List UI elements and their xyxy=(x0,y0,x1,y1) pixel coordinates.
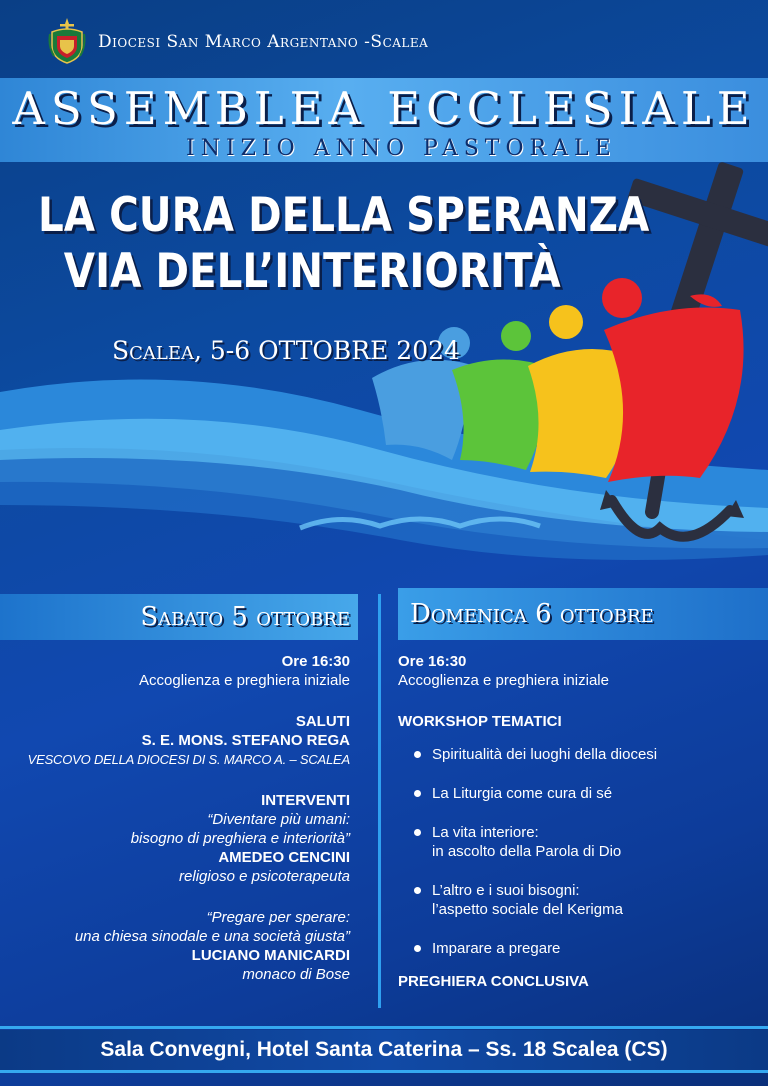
talk2-speaker-role: monaco di Bose xyxy=(242,966,350,983)
list-item xyxy=(398,745,748,764)
workshop-line: Imparare a pregare xyxy=(432,940,561,957)
workshop-line: L’altro e i suoi bisogni: xyxy=(432,882,580,899)
diocese-name: Diocesi San Marco Argentano -Scalea xyxy=(98,32,429,52)
workshop-line: La vita interiore: xyxy=(432,824,539,841)
workshops-label: WORKSHOP TEMATICI xyxy=(398,713,562,730)
list-item xyxy=(398,784,748,803)
diocese-coat-of-arms-icon xyxy=(48,16,86,66)
event-headline xyxy=(38,188,649,300)
talk2-speaker: LUCIANO MANICARDI xyxy=(191,947,350,964)
saturday-program xyxy=(24,652,350,984)
event-date: Scalea, 5-6 OTTOBRE 2024 xyxy=(112,336,460,365)
talk1-speaker: AMEDEO CENCINI xyxy=(218,849,350,866)
talk2-title-line2: una chiesa sinodale e una società giusta” xyxy=(74,928,350,945)
list-item xyxy=(398,881,748,919)
workshop-line: Spiritualità dei luoghi della diocesi xyxy=(432,746,658,763)
sunday-welcome: Accoglienza e preghiera iniziale xyxy=(398,672,609,689)
headline-line-1: LA CURA DELLA SPERANZA xyxy=(38,188,650,243)
greetings-role: VESCOVO DELLA DIOCESI DI S. MARCO A. – SCALEA xyxy=(27,752,350,767)
talk1-speaker-role: religioso e psicoterapeuta xyxy=(179,868,350,885)
greetings-name: S. E. MONS. STEFANO REGA xyxy=(141,732,350,749)
talk1-title-line1: “Diventare più umani: xyxy=(207,811,350,828)
talk1-title-line2: bisogno di preghiera e interiorità” xyxy=(130,830,350,847)
sunday-header xyxy=(398,588,768,640)
saturday-time: Ore 16:30 xyxy=(281,653,350,670)
workshop-list xyxy=(398,745,748,958)
list-item xyxy=(398,939,748,958)
sunday-program xyxy=(398,652,748,991)
venue-footer: Sala Convegni, Hotel Santa Caterina – Ss. 18 Scalea (CS) xyxy=(0,1030,768,1070)
sunday-title: Domenica 6 ottobre xyxy=(410,599,654,629)
workshop-line: in ascolto della Parola di Dio xyxy=(432,843,622,860)
closing-prayer: PREGHIERA CONCLUSIVA xyxy=(398,973,589,990)
footer-rule-top xyxy=(0,1026,768,1029)
saturday-header xyxy=(0,594,358,640)
sunday-time: Ore 16:30 xyxy=(398,653,467,670)
assembly-subtitle: INIZIO ANNO PASTORALE xyxy=(186,136,617,161)
saturday-title: Sabato 5 ottobre xyxy=(140,602,350,632)
greetings-label: SALUTI xyxy=(295,713,350,730)
column-divider xyxy=(378,594,381,1008)
footer-rule-bottom xyxy=(0,1070,768,1073)
workshop-line: La Liturgia come cura di sé xyxy=(432,785,613,802)
list-item xyxy=(398,823,748,861)
assembly-title: ASSEMBLEA ECCLESIALE xyxy=(12,82,756,135)
talks-label: INTERVENTI xyxy=(261,792,350,809)
saturday-welcome: Accoglienza e preghiera iniziale xyxy=(139,672,350,689)
talk2-title-line1: “Pregare per sperare: xyxy=(206,909,350,926)
workshop-line: l’aspetto sociale del Kerigma xyxy=(432,901,623,918)
headline-line-2: VIA DELL’INTERIORITÀ xyxy=(63,244,561,299)
